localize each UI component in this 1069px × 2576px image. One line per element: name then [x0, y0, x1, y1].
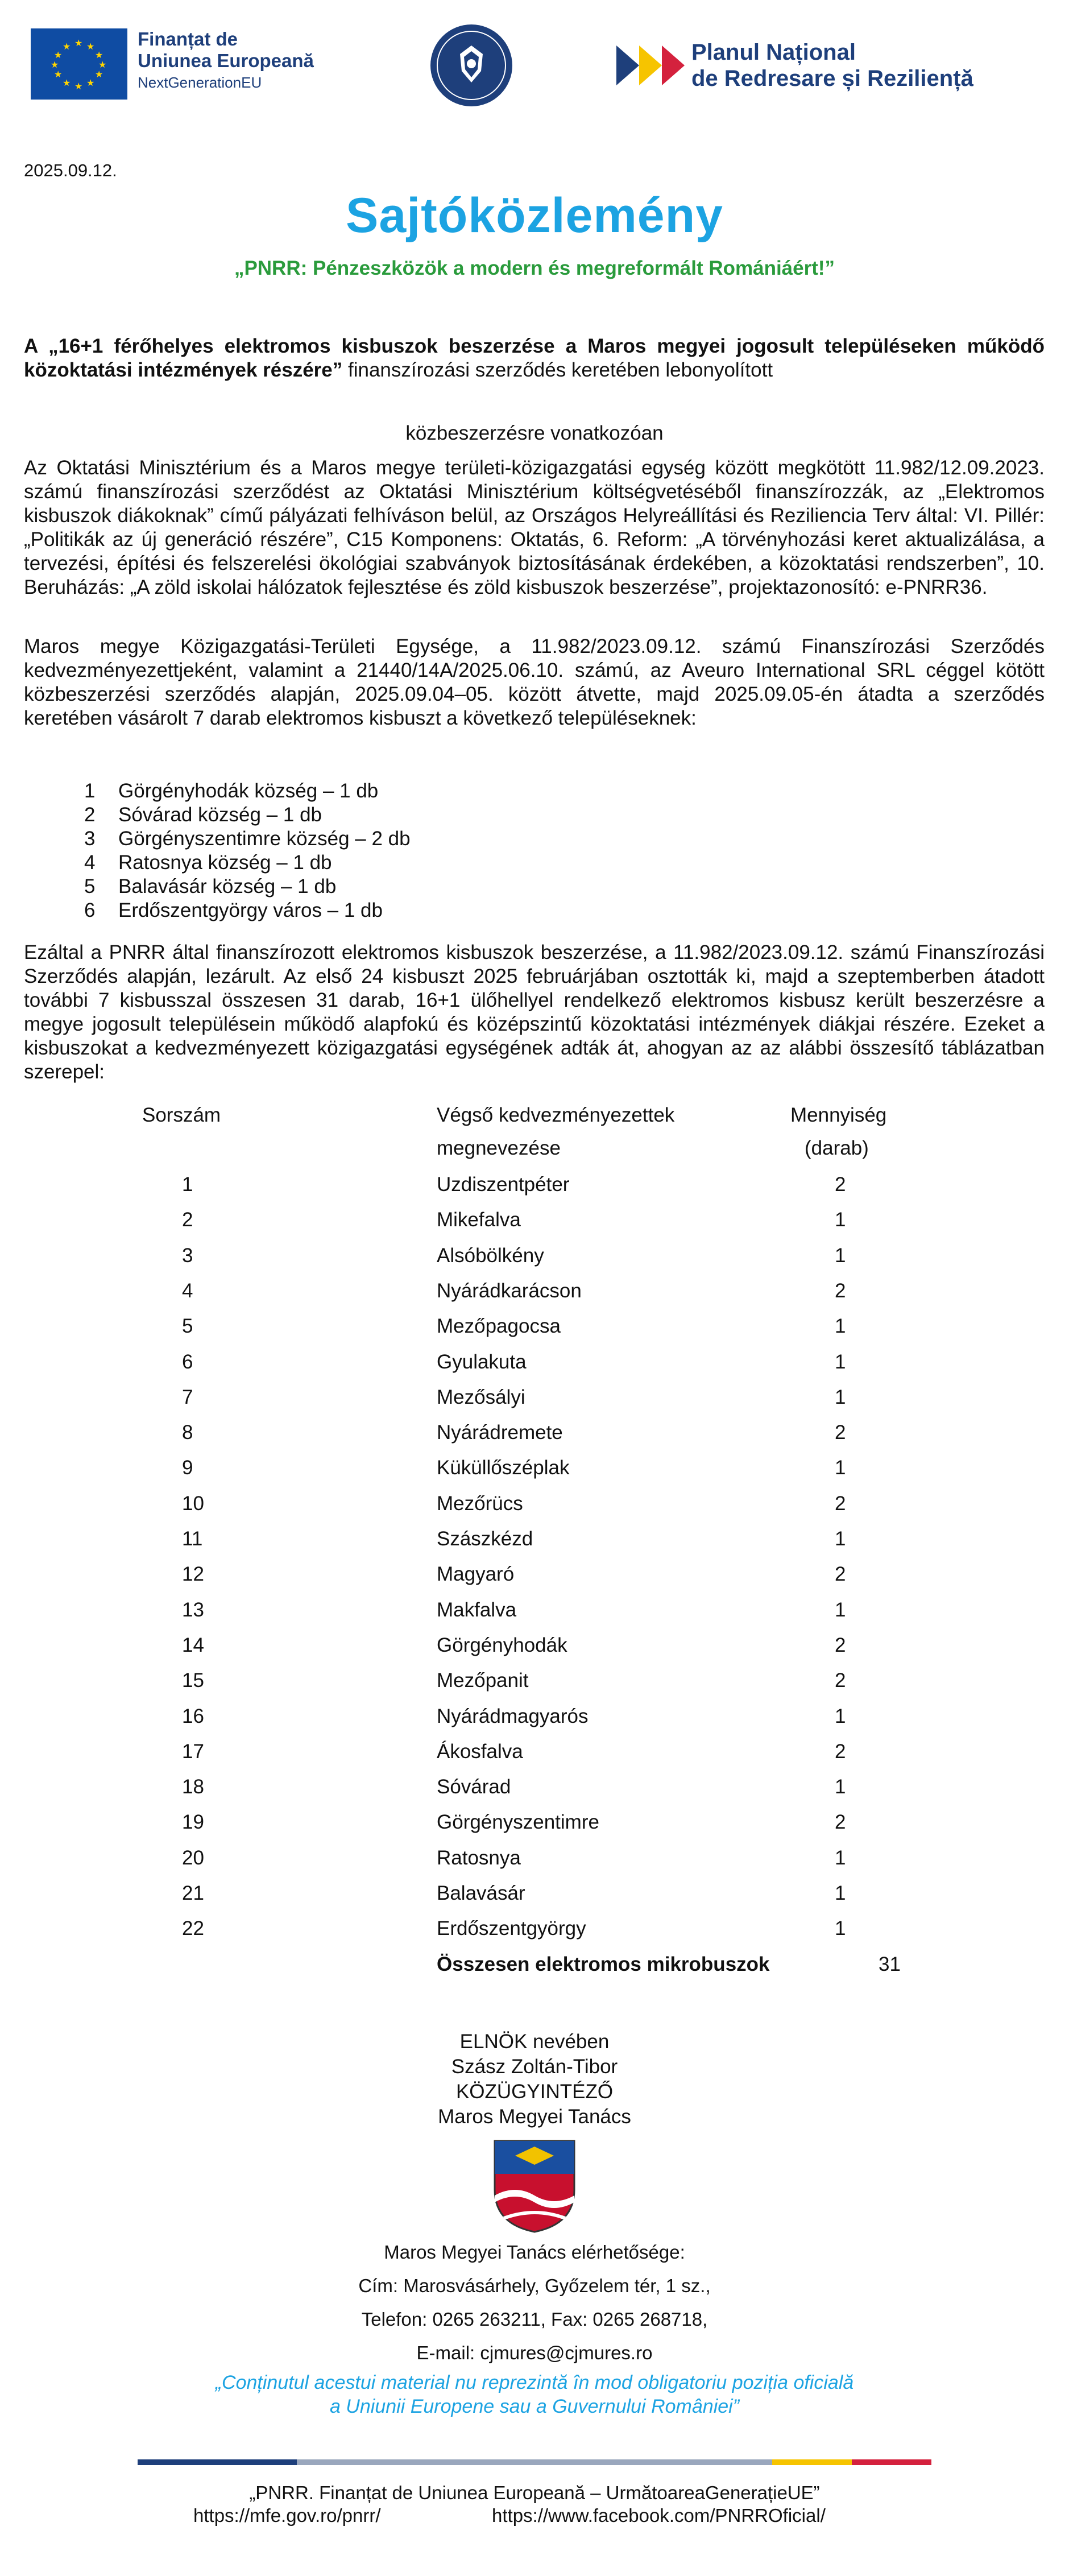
- row-number: 21: [182, 1882, 204, 1904]
- row-number: 12: [182, 1563, 204, 1586]
- row-name: Erdőszentgyörgy: [437, 1917, 586, 1940]
- column-header-quantity: Mennyiség: [790, 1104, 887, 1126]
- table-row: [0, 1415, 1069, 1450]
- row-number: 4: [182, 1279, 193, 1302]
- row-name: Mezőpanit: [437, 1669, 529, 1692]
- row-name: Alsóbölkény: [437, 1244, 544, 1267]
- footer-tagline: „PNRR. Finanțat de Uniunea Europeană – UrmătoareaGenerațieUE”: [249, 2482, 820, 2503]
- page-title: Sajtóközlemény: [346, 188, 723, 243]
- intro-paragraph: [24, 334, 1045, 382]
- signature-line-3: KÖZÜGYINTÉZŐ: [455, 2081, 614, 2103]
- table-row: [0, 1841, 1069, 1876]
- row-name: Mezőpagocsa: [437, 1315, 561, 1338]
- signature-line-2: Szász Zoltán-Tibor: [451, 2056, 618, 2078]
- row-number: 3: [182, 1244, 193, 1267]
- column-header-quantity-unit: (darab): [805, 1137, 869, 1159]
- row-name: Balavásár: [437, 1882, 525, 1904]
- row-quantity: 1: [835, 1457, 846, 1479]
- row-name: Nyárádmagyarós: [437, 1705, 589, 1727]
- list-text: Ratosnya község – 1 db: [118, 851, 332, 874]
- row-quantity: 2: [835, 1563, 846, 1586]
- table-row: [0, 1876, 1069, 1911]
- row-quantity: 2: [835, 1740, 846, 1763]
- row-number: 8: [182, 1421, 193, 1444]
- row-quantity: 2: [835, 1421, 846, 1444]
- contact-email[interactable]: E-mail: cjmures@cjmures.ro: [416, 2342, 653, 2363]
- row-number: 14: [182, 1634, 204, 1656]
- list-text: Balavásár község – 1 db: [118, 875, 337, 898]
- row-name: Sóvárad: [437, 1776, 511, 1798]
- row-quantity: 1: [835, 1386, 846, 1408]
- table-row: [0, 1699, 1069, 1734]
- list-text: Erdőszentgyörgy város – 1 db: [118, 899, 383, 921]
- table-row: [0, 1309, 1069, 1344]
- eu-funding-logo: [31, 28, 314, 100]
- row-number: 2: [182, 1209, 193, 1231]
- row-number: 9: [182, 1457, 193, 1479]
- table-row: [0, 1663, 1069, 1698]
- list-text: Görgényhodák község – 1 db: [118, 780, 379, 802]
- row-number: 13: [182, 1598, 204, 1621]
- list-item: [84, 875, 411, 899]
- disclaimer-line-1: „Conținutul acestui material nu reprezintă în mod obligatoriu poziția oficială: [215, 2372, 854, 2393]
- column-header-name: Végső kedvezményezettek: [437, 1104, 675, 1126]
- row-name: Nyárádremete: [437, 1421, 563, 1444]
- row-name: Uzdiszentpéter: [437, 1173, 570, 1196]
- row-name: Ratosnya: [437, 1846, 521, 1869]
- table-row: [0, 1593, 1069, 1628]
- facebook-link[interactable]: https://www.facebook.com/PNRROficial/: [492, 2505, 826, 2526]
- row-quantity: 1: [835, 1315, 846, 1338]
- column-header-number: Sorszám: [142, 1104, 221, 1126]
- row-name: Ákosfalva: [437, 1740, 523, 1763]
- table-total-row: [0, 1947, 1069, 1982]
- row-name: Mezősályi: [437, 1386, 525, 1408]
- row-name: Szászkézd: [437, 1528, 533, 1550]
- eu-funded-label: Finanțat de: [138, 28, 238, 49]
- row-name: Küküllőszéplak: [437, 1457, 570, 1479]
- signature-line-4: Maros Megyei Tanács: [438, 2106, 631, 2128]
- row-quantity: 2: [835, 1279, 846, 1302]
- row-name: Magyaró: [437, 1563, 515, 1586]
- table-row: [0, 1486, 1069, 1521]
- footer-color-bar: [138, 2459, 931, 2465]
- table-row: [0, 1238, 1069, 1273]
- row-quantity: 1: [835, 1882, 846, 1904]
- row-quantity: 1: [835, 1350, 846, 1373]
- pnrr-line-2: de Redresare și Reziliență: [691, 66, 973, 91]
- row-number: 7: [182, 1386, 193, 1408]
- row-quantity: 2: [835, 1492, 846, 1515]
- table-row: [0, 1202, 1069, 1238]
- row-name: Mezőrücs: [437, 1492, 523, 1515]
- list-number: 1: [84, 780, 96, 802]
- table-row: [0, 1769, 1069, 1805]
- intro-rest-text: finanszírozási szerződés keretében lebonyolított: [342, 359, 773, 381]
- total-label: Összesen elektromos mikrobuszok: [437, 1953, 770, 1975]
- release-date: 2025.09.12.: [24, 160, 117, 180]
- eu-flag-icon: ★ ★ ★ ★ ★ ★ ★ ★ ★ ★ ★ ★: [31, 28, 127, 100]
- row-quantity: 1: [835, 1209, 846, 1231]
- row-number: 17: [182, 1740, 204, 1763]
- settlement-list: [84, 779, 411, 923]
- government-seal-icon: [429, 23, 514, 108]
- list-item: [84, 779, 411, 803]
- row-number: 22: [182, 1917, 204, 1940]
- paragraph-summary: Ezáltal a PNRR által finanszírozott elektromos kisbuszok beszerzése, a 11.982/2023.09.12. számú Finanszírozási Szerződés alapján, lezárult. Az első 24 kisbuszt 2025 februárjában osztották ki, majd a szeptemberben átadott további 7 kisbusszal összesen 31 darab, 16+1 ülőhellyel rendelkező elektromos kisbusz került beszerzésre a megye jogosult településein működő alapfokú és középszintű közoktatási intézmények diákjai részére. Ezeket a kisbuszokat a kedvezményezett közigazgatási egységének adták át, ahogyan az az alábbi összesítő táblázatban szerepel:: [24, 941, 1045, 1083]
- list-item: [84, 827, 411, 851]
- row-quantity: 1: [835, 1528, 846, 1550]
- contact-block: [0, 2235, 1069, 2370]
- signature-line-1: ELNÖK nevében: [459, 2031, 610, 2053]
- row-quantity: 1: [835, 1776, 846, 1798]
- list-number: 6: [84, 899, 96, 921]
- table-row: [0, 1167, 1069, 1202]
- list-number: 3: [84, 828, 96, 850]
- county-coat-of-arms-icon: [492, 2139, 577, 2234]
- table-row: [0, 1911, 1069, 1946]
- list-item: [84, 899, 411, 923]
- page-subtitle: „PNRR: Pénzeszközök a modern és megreformált Romániáért!”: [234, 257, 835, 279]
- list-text: Görgényszentimre község – 2 db: [118, 828, 411, 850]
- table-row: [0, 1805, 1069, 1840]
- contact-phone: Telefon: 0265 263211, Fax: 0265 268718,: [361, 2309, 708, 2330]
- row-quantity: 2: [835, 1634, 846, 1656]
- pnrr-logo: [616, 34, 973, 97]
- list-number: 5: [84, 875, 96, 898]
- table-row: [0, 1273, 1069, 1309]
- row-name: Görgényhodák: [437, 1634, 567, 1656]
- intro-bold-text: A „16+1 férőhelyes elektromos kisbuszok beszerzése a Maros megyei jogosult településeken működő közoktatási intézmények részére”: [24, 335, 1045, 381]
- table-row: [0, 1380, 1069, 1415]
- list-item: [84, 851, 411, 875]
- row-name: Görgényszentimre: [437, 1811, 599, 1834]
- row-name: Gyulakuta: [437, 1350, 527, 1373]
- row-number: 11: [182, 1528, 203, 1550]
- row-quantity: 1: [835, 1598, 846, 1621]
- row-name: Makfalva: [437, 1598, 517, 1621]
- row-number: 19: [182, 1811, 204, 1834]
- row-number: 10: [182, 1492, 204, 1515]
- list-item: [84, 803, 411, 827]
- mfe-link[interactable]: https://mfe.gov.ro/pnrr/: [193, 2505, 381, 2526]
- table-row: [0, 1450, 1069, 1486]
- signature-block: [0, 2029, 1069, 2130]
- disclaimer-line-2: a Uniunii Europene sau a Guvernului României”: [329, 2396, 740, 2417]
- row-number: 6: [182, 1350, 193, 1373]
- procurement-line: közbeszerzésre vonatkozóan: [405, 422, 664, 444]
- row-number: 16: [182, 1705, 204, 1727]
- column-header-name-2: megnevezése: [437, 1137, 561, 1159]
- paragraph-financing: Az Oktatási Minisztérium és a Maros megye területi-közigazgatási egység között megkötött 11.982/12.09.2023. számú finanszírozási szerződést az Oktatási Minisztérium költségvetéséből finanszírozzák, az „Elektromos kisbuszok diákoknak” című pályázati felhíváson belül, az Országos Helyreállítási és Reziliencia Terv által: VI. Pillér: „Politikák az új generáció részére”, C15 Komponens: Oktatás, 6. Reform: „A törvényhozási keret aktualizálása, a tervezési, építési és felszerelési ökológiai szabványok biztosításának érdekében, a közoktatási rendszerben”, 10. Beruházás: „A zöld iskolai hálózatok fejlesztése és zöld kisbuszok beszerzése”, projektazonosító: e-PNRR36.: [24, 457, 1045, 598]
- row-number: 15: [182, 1669, 204, 1692]
- total-value: 31: [879, 1953, 901, 1975]
- row-number: 5: [182, 1315, 193, 1338]
- row-quantity: 2: [835, 1811, 846, 1834]
- table-row: [0, 1521, 1069, 1557]
- pnrr-line-1: Planul Național: [691, 40, 856, 65]
- row-name: Nyárádkarácson: [437, 1279, 582, 1302]
- row-quantity: 1: [835, 1917, 846, 1940]
- row-quantity: 1: [835, 1846, 846, 1869]
- next-generation-label: NextGenerationEU: [138, 74, 262, 91]
- list-number: 2: [84, 804, 96, 826]
- row-quantity: 2: [835, 1669, 846, 1692]
- table-row: [0, 1345, 1069, 1380]
- row-quantity: 1: [835, 1244, 846, 1267]
- contact-address: Cím: Marosvásárhely, Győzelem tér, 1 sz.,: [358, 2275, 711, 2296]
- eu-union-label: Uniunea Europeană: [138, 50, 314, 71]
- row-name: Mikefalva: [437, 1209, 521, 1231]
- row-quantity: 1: [835, 1705, 846, 1727]
- table-row: [0, 1628, 1069, 1663]
- disclaimer: [0, 2371, 1069, 2418]
- table-row: [0, 1734, 1069, 1769]
- table-row: [0, 1557, 1069, 1592]
- list-number: 4: [84, 851, 96, 874]
- contact-heading: Maros Megyei Tanács elérhetősége:: [384, 2242, 685, 2263]
- row-number: 20: [182, 1846, 204, 1869]
- pnrr-arrow-icon: [616, 34, 685, 97]
- list-text: Sóvárad község – 1 db: [118, 804, 322, 826]
- row-number: 18: [182, 1776, 204, 1798]
- paragraph-handover: Maros megye Közigazgatási-Területi Egysége, a 11.982/2023.09.12. számú Finanszírozási Szerződés kedvezményezettjeként, valamint a 21440/14A/2025.06.10. számú, az Aveuro International SRL céggel kötött közbeszerzési szerződés alapján, 2025.09.04–05. között átvette, majd 2025.09.05-én átadta a szerződés keretében vásárolt 7 darab elektromos kisbuszt a következő településeknek:: [24, 635, 1045, 729]
- header-logos: [31, 23, 1037, 108]
- row-quantity: 2: [835, 1173, 846, 1196]
- row-number: 1: [182, 1173, 193, 1196]
